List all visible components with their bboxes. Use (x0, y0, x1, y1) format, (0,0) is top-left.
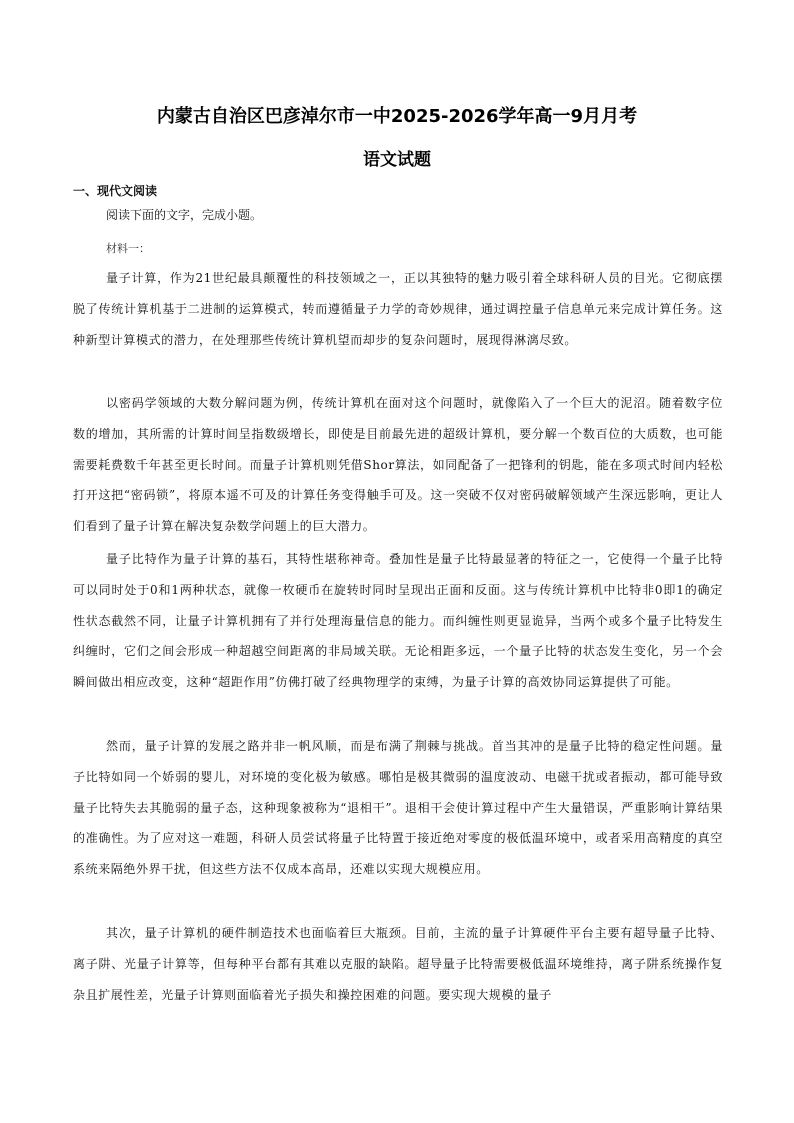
passage-paragraph: 以密码学领域的大数分解问题为例，传统计算机在面对这个问题时，就像陷入了一个巨大的泥沼。随着数字位数的增加，其所需的计算时间呈指数级增长，即使是目前最先进的超级计算机，要分解一个数百位的大质数，也可能需要耗费数千年甚至更长时间。而量子计算机则凭借Shor算法，如同配备了一把锋利的钥匙，能在多项式时间内轻松打开这把“密码锁”，将原本遥不可及的计算任务变得触手可及。这一突破不仅对密码破解领域产生深远影响，更让人们看到了量子计算在解决复杂数学问题上的巨大潜力。 (73, 396, 723, 534)
passage-paragraph: 量子计算，作为21世纪最具颠覆性的科技领域之一，正以其独特的魅力吸引着全球科研人员的目光。它彻底摆脱了传统计算机基于二进制的运算模式，转而遵循量子力学的奇妙规律，通过调控量子信息单元来完成计算任务。这种新型计算模式的潜力，在处理那些传统计算机望而却步的复杂问题时，展现得淋漓尽致。 (73, 271, 723, 347)
material-label: 材料一： (106, 242, 150, 255)
page-subtitle: 语文试题 (363, 150, 431, 170)
passage-paragraph: 然而，量子计算的发展之路并非一帆风顺，而是布满了荆棘与挑战。首当其冲的是量子比特的稳定性问题。量子比特如同一个娇弱的婴儿，对环境的变化极为敏感。哪怕是极其微弱的温度波动、电磁干扰或者振动，都可能导致量子比特失去其脆弱的量子态，这种现象被称为“退相干”。退相干会使计算过程中产生大量错误，严重影响计算结果的准确性。为了应对这一难题，科研人员尝试将量子比特置于接近绝对零度的极低温环境中，或者采用高精度的真空系统来隔绝外界干扰，但这些方法不仅成本高昂，还难以实现大规模应用。 (73, 739, 723, 877)
passage-paragraph: 其次，量子计算机的硬件制造技术也面临着巨大瓶颈。目前，主流的量子计算硬件平台主要有超导量子比特、离子阱、光量子计算等，但每种平台都有其难以克服的缺陷。超导量子比特需要极低温环境维持，离子阱系统操作复杂且扩展性差，光量子计算则面临着光子损失和操控困难的问题。要实现大规模的量子 (73, 926, 723, 1002)
passage-paragraph: 量子比特作为量子计算的基石，其特性堪称神奇。叠加性是量子比特最显著的特征之一，它使得一个量子比特可以同时处于0和1两种状态，就像一枚硬币在旋转时同时呈现出正面和反面。这与传统计算机中比特非0即1的确定性状态截然不同，让量子计算机拥有了并行处理海量信息的能力。而纠缠性则更显诡异，当两个或多个量子比特发生纠缠时，它们之间会形成一种超越空间距离的非局域关联。无论相距多远，一个量子比特的状态发生变化，另一个会瞬间做出相应改变，这种“超距作用”仿佛打破了经典物理学的束缚，为量子计算的高效协同运算提供了可能。 (73, 552, 723, 690)
section-heading: 一、现代文阅读 (73, 184, 158, 198)
reading-instruction: 阅读下面的文字，完成小题。 (106, 208, 263, 222)
page-title: 内蒙古自治区巴彦淖尔市一中2025-2026学年高一9月月考 (156, 106, 638, 127)
